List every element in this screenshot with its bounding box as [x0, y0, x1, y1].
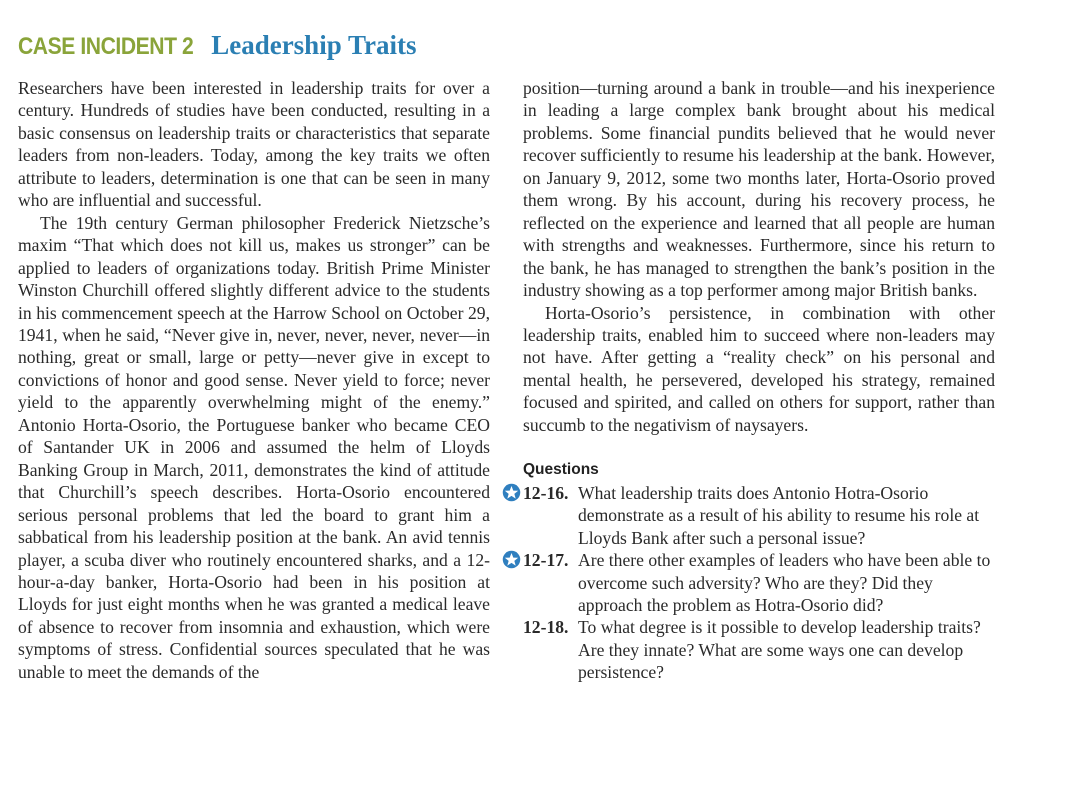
nietzsche-paragraph: The 19th century German philosopher Frederick Nietzsche’s maxim “That which does not kill us, makes us stronger” can be applied to leaders of organizations today. British Prime Minister Winston Churchill offered slightly different advice to the students in his commencement speech at the Harrow School on October 29, 1941, when he said, “Never give in, never, never, never, never—in nothing, great or small, large or petty—never give in except to convictions of honor and good sense. Never yield to force; never yield to the apparently overwhelming might of the enemy.” Antonio Horta-Osorio, the Portuguese banker who became CEO of Santander UK in 2006 and assumed the helm of Lloyds Banking Group in March, 2011, demonstrates the kind of attitude that Churchill’s speech describes. Horta-Osorio encountered serious personal problems that led the board to grant him a sabbatical from his leadership position at the bank. An avid tennis player, a scuba diver who routinely encountered sharks, and a 12-hour-a-day banker, Horta-Osorio had been in his position at Lloyds for just eight months when he was granted a medical leave of absence to recover from insomnia and exhaustion, which were symptoms of stress. Confidential sources speculated that he was unable to meet the demands of the [18, 212, 490, 682]
question-item [523, 616, 995, 683]
case-incident-title [18, 30, 416, 61]
question-number: 12-17. [523, 550, 569, 571]
question-number: 12-16. [523, 482, 569, 503]
question-number: 12-18. [523, 617, 569, 638]
persistence-paragraph: Horta-Osorio’s persistence, in combination with other leadership traits, enabled him to succeed where non-leaders may not have. After getting a “reality check” on his personal and mental health, he persevered, developed his strategy, remained focused and spirited, and called on others for support, rather than succumb to the negativism of naysayers. [523, 302, 995, 435]
star-icon [502, 550, 521, 569]
question-text: To what degree is it possible to develop leadership traits? Are they innate? What are some ways one can develop persistence? [578, 617, 981, 683]
case-incident-label: CASE INCIDENT 2 [18, 33, 194, 60]
star-icon [502, 483, 521, 502]
question-item [523, 549, 995, 616]
continuation-paragraph: position—turning around a bank in trouble—and his inexperience in leading a large complex bank brought about his medical problems. Some financial pundits believed that he would never recover sufficiently to resume his leadership at the bank. However, on January 9, 2012, some two months later, Horta-Osorio proved them wrong. By his account, during his recovery process, he reflected on the experience and learned that all people are human with strengths and weaknesses. Furthermore, since his return to the bank, he has managed to strengthen the bank’s position in the industry showing as a top performer among major British banks. [523, 78, 995, 301]
question-item [523, 482, 995, 549]
case-title: Leadership Traits [211, 30, 417, 60]
intro-paragraph: Researchers have been interested in leadership traits for over a century. Hundreds of studies have been conducted, resulting in a basic consensus on leadership traits or characteristics that separate leaders from non-leaders. Today, among the key traits we often attribute to leaders, determination is one that can be seen in many who are influential and successful. [18, 78, 490, 211]
question-text: What leadership traits does Antonio Hotra-Osorio demonstrate as a result of his ability to resume his role at Lloyds Bank after such a personal issue? [578, 482, 980, 548]
left-column [18, 77, 490, 683]
questions-heading: Questions [523, 461, 599, 479]
right-column [523, 77, 995, 684]
question-text: Are there other examples of leaders who have been able to overcome such adversity? Who are they? Did they approach the problem as Hotra-Osorio did? [578, 550, 991, 615]
